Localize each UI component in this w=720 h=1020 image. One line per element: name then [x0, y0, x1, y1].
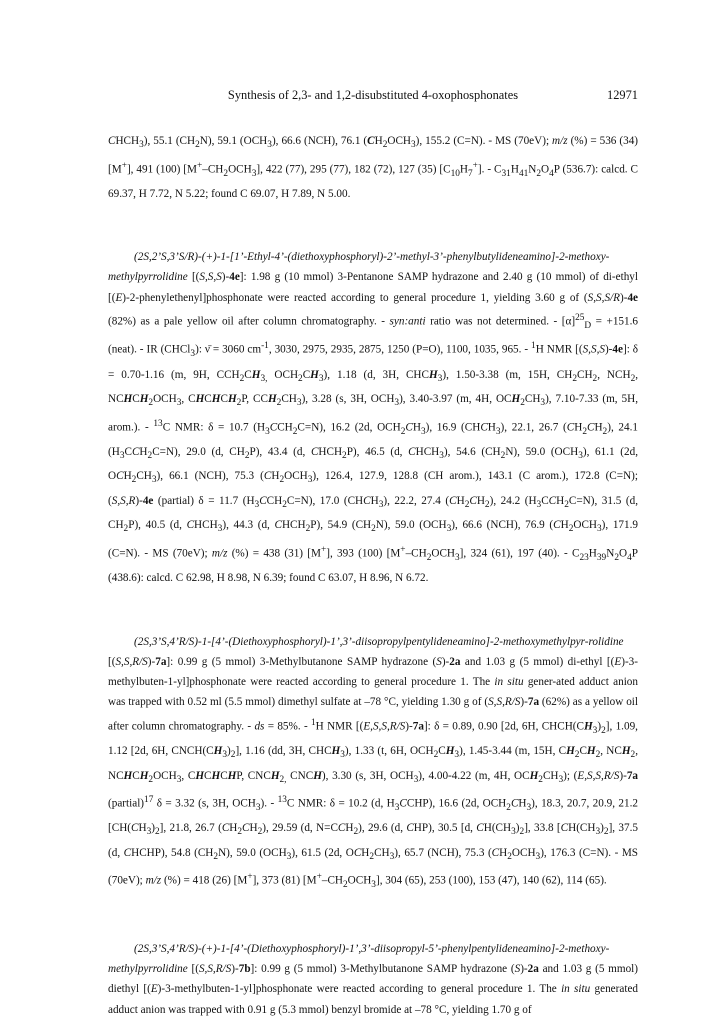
- paragraph-compound-data-end: $CHCH_3$), 55.1 $(CH_2N)$, 59.1 $(OCH_3)$, 66.6 (NCH), 76.1 $(CH_2OCH_3)$, 155.2 (C=N). - MS (70eV); m/z (%) = 536 (34) [M+], 491 (100) $[M^+-CH_2OCH_3]$, 422 (77), 295 (77), 182 (72), 127 (35) $[C_{10}H_7^+]$. - $C_{31}H_{41}N_2O_4P$ (536.7): calcd. C 69.37, H 7.72, N 5.22; found C 69.07, H 7.89, N 5.00.: [108, 135, 639, 200]
- running-header: [108, 88, 638, 106]
- page-number: 12971: [607, 88, 638, 102]
- paragraph-compound-7a: (2S,3’S,4’R/S)-1-[4’-(Diethoxyphosphoryl)-1’,3’-diisopropylpentylideneamino]-2-methoxymethylpyr-rolidine [(S,S,R/S)-7a]: 0.99 g (5 mmol) 3-Methylbutanone SAMP hydrazone (S)-2a and 1.03 g (5 mmol) di-ethyl [(E)-3-methylbuten-1-yl]phosphonate were reacted according to general procedure 1. The in situ gener-ated adduct anion was trapped with 0.52 ml (5.5 mmol) dimethyl sulfate at –78 °C, yielding 1.30 g of (S,S,R/S)-7a (62%) as a yellow oil after column chromatography. - ds = 85%. - $^1$H NMR [(E,S,S,R/S)-7a]: δ = 0.89, 0.90 [2d, 6H, $CHCH(CH_3)_2$], 1.09, 1.12 [2d, 6H, $CNCH(CH_3)_2$], 1.16 (dd, 3H, $CHCH_3$), 1.33 (t, 6H, $OCH_2CH_3$), 1.45-3.44 (m, 15H, $CH_2CH_2$, $NCH_2$, $NCHCH_2OCH_3$, CHCHCHP, $CNCH_{2,}$ CNCH), 3.30 (s, 3H, $OCH_3$), 4.00-4.22 (m, 4H, $OCH_2CH_3$); (E,S,S,R/S)-7a (partial)$^{17}$ δ = 3.32 (s, 3H, $OCH_3$). - $^{13}$C NMR: δ = 10.2 (d, $H_3CCHP$), 16.6 (2d, $OCH_2CH_3$), 18.3, 20.7, 20.9, 21.2 $[CH(CH_3)_2]$, 21.8, 26.7 $(CH_2CH_2)$, 29.59 (d, $N=CCH_2$), 29.6 (d, CHP), 30.5 [d, $CH(CH_3)_2$], 33.8 $[CH(CH_3)_2]$, 37.5 (d, CHCHP), 54.8 $(CH_2N)$, 59.0 $(OCH_3)$, 61.5 (2d, $OCH_2CH_3$), 65.7 (NCH), 75.3 $(CH_2OCH_3)$, 176.3 (C=N). - MS (70eV); m/z (%) = 418 (26) [M+], 373 (81) $[M^+-CH_2OCH_3]$, 304 (65), 253 (100), 153 (47), 140 (62), 114 (65).: [108, 635, 639, 891]
- article-body: [108, 131, 638, 1020]
- paragraph-compound-7b: (2S,3’S,4’R/S)-(+)-1-[4’-(Diethoxyphosphoryl)-1’,3’-diisopropyl-5’-phenylpentylideneamino]-2-methoxy-methylpyrrolidine [(S,S,R/S)-7b]: 0.99 g (5 mmol) 3-Methylbutanone SAMP hydrazone (S)-2a and 1.03 g (5 mmol) diethyl [(E)-3-methylbuten-1-yl]phosphonate were reacted according to general procedure 1. The in situ generated adduct anion was trapped with 0.91 g (5.3 mmol) benzyl bromide at –78 °C, yielding 1.70 g of: [108, 942, 639, 1016]
- paragraph-compound-4e: (2S,2’S,3’S/R)-(+)-1-[1’-Ethyl-4’-(diethoxyphosphoryl)-2’-methyl-3’-phenylbutylideneamino]-2-methoxy-methylpyrrolidine [(S,S,S)-4e]: 1.98 g (10 mmol) 3-Pentanone SAMP hydrazone and 2.40 g (10 mmol) of di-ethyl [(E)-2-phenylethenyl]phosphonate were reacted according to general procedure 1, yielding 3.60 g of (S,S,S/R)-4e (82%) as a pale yellow oil after column chromatography. - syn:anti ratio was not determined. - $[\alpha]^{25}_D = +151.6$ (neat). - IR (CHCl$_3$): ν̄ = 3060 $cm^{-1}$, 3030, 2975, 2935, 2875, 1250 (P=O), 1100, 1035, 965. - $^1$H NMR [(S,S,S)-4e]: δ = 0.70-1.16 (m, 9H, $CCH_2CH_{3,}$ $OCH_2CH_3$), 1.18 (d, 3H, $CHCH_3$), 1.50-3.38 (m, 15H, $CH_2CH_2$, $NCH_2$, $NCHCH_2OCH_3$, $CHCHCH_2P$, $CCH_2CH_3$), 3.28 (s, 3H, $OCH_3$), 3.40-3.97 (m, 4H, $OCH_2CH_3$), 7.10-7.33 (m, 5H, arom.). - $^{13}$C NMR: δ = 10.7 $(H_3CCH_2C=N)$, 16.2 (2d, $OCH_2CH_3$), 16.9 $(CHCH_3)$, 22.1, 26.7 $(CH_2CH_2)$, 24.1 $(H_3CCH_2C=N)$, 29.0 (d, $CH_2P$), 43.4 (d, $CHCH_2P$), 46.5 (d, $CHCH_3$), 54.6 $(CH_2N)$, 59.0 $(OCH_3)$, 61.1 (2d, $OCH_2CH_3$), 66.1 (NCH), 75.3 $(CH_2OCH_3)$, 126.4, 127.9, 128.8 (CH arom.), 143.1 (C arom.), 172.8 (C=N); (S,S,R)-4e (partial) δ = 11.7 $(H_3CCH_2C=N)$, 17.0 $(CHCH_3)$, 22.2, 27.4 $(CH_2CH_2)$, 24.2 $(H_3CCH_2C=N)$, 31.5 (d, $CH_2P$), 40.5 (d, $CHCH_3$), 44.3 (d, $CHCH_2P$), 54.9 $(CH_2N)$, 59.0 $(OCH_3)$, 66.6 (NCH), 76.9 $(CH_2OCH_3)$, 171.9 (C=N). - MS (70eV); m/z (%) = 438 (31) [M+], 393 (100) $[M^+-CH_2OCH_3]$, 324 (61), 197 (40). - $C_{23}H_{39}N_2O_4P$ (438.6): calcd. C 62.98, H 8.98, N 6.39; found C 63.07, H 8.96, N 6.72.: [108, 251, 639, 585]
- running-title: Synthesis of 2,3- and 1,2-disubstituted 4-oxophosphonates: [227, 88, 519, 102]
